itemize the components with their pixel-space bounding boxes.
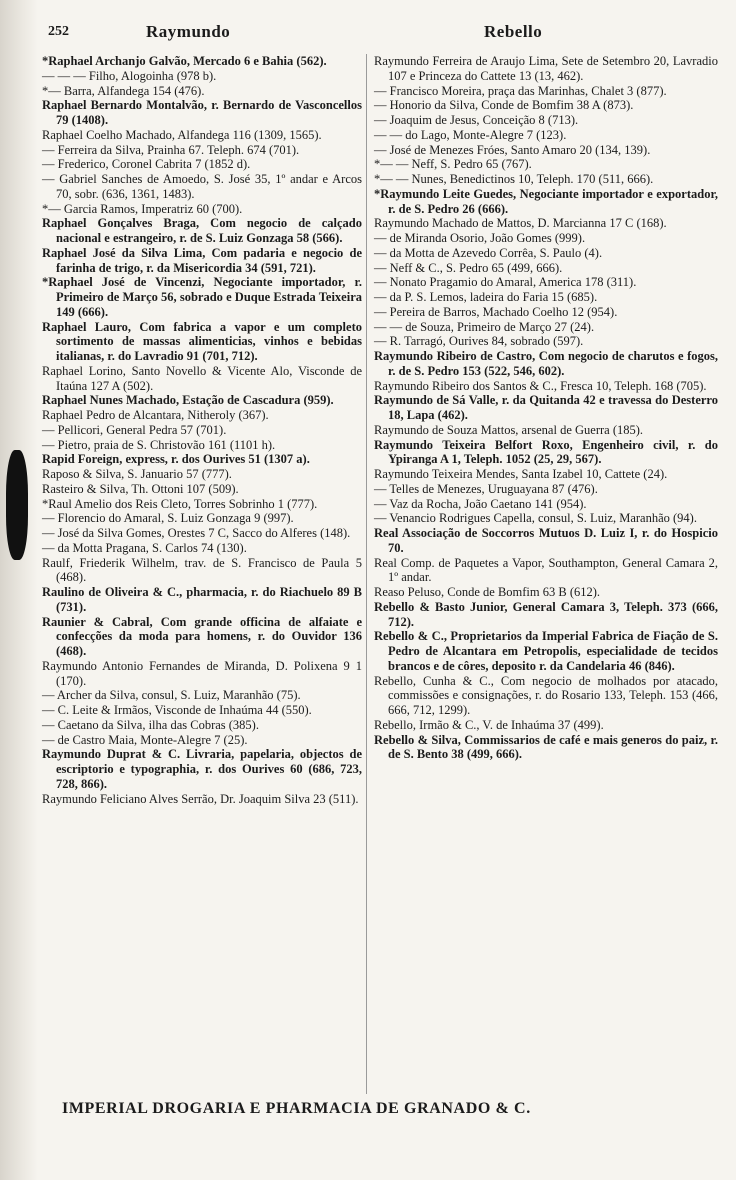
directory-entry: — Pellicori, General Pedra 57 (701). xyxy=(42,422,227,437)
ink-blot xyxy=(6,450,28,560)
directory-entry: — de Castro Maia, Monte-Alegre 7 (25). xyxy=(42,732,248,747)
directory-entry: — José de Menezes Fróes, Santo Amaro 20 (134, 139). xyxy=(374,142,651,157)
directory-entry: Rebello & Silva, Commissarios de café e mais generos do paiz, r. de S. Bento 38 (499, 666). xyxy=(374,732,718,762)
footer-advertisement: IMPERIAL DROGARIA E PHARMACIA DE GRANADO & C. xyxy=(62,1100,531,1117)
page-spine-shadow xyxy=(0,0,38,1180)
directory-entry: — Francisco Moreira, praça das Marinhas, Chalet 3 (877). xyxy=(374,83,667,98)
directory-entry: Rapid Foreign, express, r. dos Ourives 51 (1307 a). xyxy=(42,452,310,467)
directory-entry: — Neff & C., S. Pedro 65 (499, 666). xyxy=(374,260,563,275)
directory-entry: Rebello, Cunha & C., Com negocio de molhados por atacado, commissões e consignações, r. do Rosario 133, Teleph. 153 (466, 666, 712, 1299). xyxy=(374,673,718,717)
page-number: 252 xyxy=(48,24,69,39)
directory-entry: Raymundo de Sá Valle, r. da Quitanda 42 e travessa do Desterro 18, Lapa (462). xyxy=(374,393,718,422)
directory-entry: — Pietro, praia de S. Christovão 161 (1101 h). xyxy=(42,437,276,452)
directory-entry: — Pereira de Barros, Machado Coelho 12 (954). xyxy=(374,304,618,319)
directory-entry: — da P. S. Lemos, ladeira do Faria 15 (685). xyxy=(374,290,598,304)
directory-entry: *Raphael Archanjo Galvão, Mercado 6 e Bahia (562). xyxy=(42,54,327,68)
directory-entry: — Telles de Menezes, Uruguayana 87 (476). xyxy=(374,481,598,496)
directory-entry: Real Associação de Soccorros Mutuos D. Luiz I, r. do Hospicio 70. xyxy=(374,526,718,555)
directory-entry: — Ferreira da Silva, Prainha 67. Teleph. 674 (701). xyxy=(42,142,300,157)
directory-entry: — Vaz da Rocha, João Caetano 141 (954). xyxy=(374,496,587,511)
directory-entry: — da Motta de Azevedo Corrêa, S. Paulo (4). xyxy=(374,245,603,260)
directory-entry: Raymundo Teixeira Mendes, Santa Izabel 10, Cattete (24). xyxy=(374,467,668,481)
directory-entry: Raymundo de Souza Mattos, arsenal de Guerra (185). xyxy=(374,422,644,437)
directory-entry: Raphael Coelho Machado, Alfandega 116 (1309, 1565). xyxy=(42,127,322,142)
directory-entry: Raphael José da Silva Lima, Com padaria e negocio de farinha de trigo, r. da Misericordia 34 (591, 721). xyxy=(42,245,362,275)
directory-entry: — de Miranda Osorio, João Gomes (999). xyxy=(374,231,586,245)
directory-entry: Rebello & Basto Junior, General Camara 3, Teleph. 373 (666, 712). xyxy=(374,599,718,629)
directory-entry: — Archer da Silva, consul, S. Luiz, Maranhão (75). xyxy=(42,688,301,703)
directory-entry: Rasteiro & Silva, Th. Ottoni 107 (509). xyxy=(42,481,239,496)
directory-entry: — R. Tarragó, Ourives 84, sobrado (597). xyxy=(374,334,584,349)
left-column xyxy=(42,54,362,806)
directory-entry: *— — Neff, S. Pedro 65 (767). xyxy=(374,157,532,172)
directory-entry: Reaso Peluso, Conde de Bomfim 63 B (612). xyxy=(374,585,601,599)
directory-entry: *— Garcia Ramos, Imperatriz 60 (700). xyxy=(42,201,243,216)
directory-entry: Raphael Nunes Machado, Estação de Cascadura (959). xyxy=(42,393,334,408)
directory-entry: Raphael Lauro, Com fabrica a vapor e um completo sortimento de massas alimenticias, vinhos e bebidas italianas, r. do Lavradio 91 (701, 712). xyxy=(42,319,362,363)
directory-entry: — Florencio do Amaral, S. Luiz Gonzaga 9 (997). xyxy=(42,511,294,526)
directory-entry: *— — Nunes, Benedictinos 10, Teleph. 170 (511, 666). xyxy=(374,172,654,186)
directory-entry: — José da Silva Gomes, Orestes 7 C, Sacco do Alferes (148). xyxy=(42,526,351,540)
directory-entry: Raphael Gonçalves Braga, Com negocio de calçado nacional e estrangeiro, r. de S. Luiz Gonzaga 58 (566). xyxy=(42,216,362,245)
right-running-head: Rebello xyxy=(484,22,543,41)
directory-entry: Raymundo Duprat & C. Livraria, papelaria, objectos de escriptorio e typographia, r. dos Ourives 60 (686, 723, 728, 866). xyxy=(42,747,362,791)
directory-entry: — Venancio Rodrigues Capella, consul, S. Luiz, Maranhão (94). xyxy=(374,511,697,526)
directory-entry: *Raul Amelio dos Reis Cleto, Torres Sobrinho 1 (777). xyxy=(42,496,318,511)
directory-entry: — — de Souza, Primeiro de Março 27 (24). xyxy=(374,319,595,334)
directory-entry: Raymundo Feliciano Alves Serrão, Dr. Joaquim Silva 23 (511). xyxy=(42,791,359,806)
directory-entry: *Raphael José de Vincenzi, Negociante importador, r. Primeiro de Março 56, sobrado e Duque Estrada Teixeira 149 (666). xyxy=(42,275,362,319)
directory-entry: — Gabriel Sanches de Amoedo, S. José 35, 1º andar e Arcos 70, sobr. (636, 1361, 1483). xyxy=(42,172,362,201)
directory-entry: *— Barra, Alfandega 154 (476). xyxy=(42,83,205,98)
directory-entry: Raphael Bernardo Montalvão, r. Bernardo de Vasconcellos 79 (1408). xyxy=(42,98,362,127)
directory-entry: — Joaquim de Jesus, Conceição 8 (713). xyxy=(374,113,579,127)
directory-entry: Rebello & C., Proprietarios da Imperial Fabrica de Fiação de S. Pedro de Alcantara em Petropolis, especialidade de tecidos brancos e de côres, deposito r. da Candelaria 46 (846). xyxy=(374,629,718,673)
directory-entry: Raunier & Cabral, Com grande officina de alfaiate e confecções da moda para homens, r. do Ouvidor 136 (468). xyxy=(42,614,362,658)
directory-entry: Raulino de Oliveira & C., pharmacia, r. do Riachuelo 89 B (731). xyxy=(42,585,362,614)
column-divider xyxy=(366,54,367,1094)
directory-entry: Raphael Lorino, Santo Novello & Vicente Alo, Visconde de Itaúna 127 A (502). xyxy=(42,363,362,393)
directory-entry: — Nonato Pragamio do Amaral, America 178 (311). xyxy=(374,275,637,290)
directory-entry: — C. Leite & Irmãos, Visconde de Inhaúma 44 (550). xyxy=(42,703,312,717)
directory-entry: *Raymundo Leite Guedes, Negociante importador e exportador, r. de S. Pedro 26 (666). xyxy=(374,186,718,216)
directory-entry: — — do Lago, Monte-Alegre 7 (123). xyxy=(374,127,567,142)
directory-entry: Raulf, Friederik Wilhelm, trav. de S. Francisco de Paula 5 (468). xyxy=(42,555,362,585)
directory-entry: — — — Filho, Alogoinha (978 b). xyxy=(42,68,217,83)
directory-entry: Raymundo Ribeiro de Castro, Com negocio de charutos e fogos, r. de S. Pedro 153 (522, 546, 602). xyxy=(374,349,718,378)
directory-entry: — da Motta Pragana, S. Carlos 74 (130). xyxy=(42,540,247,555)
directory-entry: — Caetano da Silva, ilha das Cobras (385). xyxy=(42,717,259,732)
directory-entry: Raphael Pedro de Alcantara, Nitheroly (367). xyxy=(42,408,269,422)
directory-entry: Raymundo Ribeiro dos Santos & C., Fresca 10, Teleph. 168 (705). xyxy=(374,378,707,393)
page-header xyxy=(44,22,716,48)
directory-entry: Raymundo Ferreira de Araujo Lima, Sete de Setembro 20, Lavradio 107 e Princeza do Cattete 13 (13, 462). xyxy=(374,54,718,83)
right-column xyxy=(374,54,718,762)
left-running-head: Raymundo xyxy=(146,22,231,41)
directory-entry: Real Comp. de Paquetes a Vapor, Southampton, General Camara 2, 1º andar. xyxy=(374,555,718,585)
directory-entry: — Honorio da Silva, Conde de Bomfim 38 A (873). xyxy=(374,98,634,113)
directory-entry: Raymundo Machado de Mattos, D. Marcianna 17 C (168). xyxy=(374,216,667,231)
directory-entry: Raposo & Silva, S. Januario 57 (777). xyxy=(42,467,232,481)
directory-entry: Raymundo Antonio Fernandes de Miranda, D. Polixena 9 1 (170). xyxy=(42,658,362,688)
directory-entry: Raymundo Teixeira Belfort Roxo, Engenheiro civil, r. do Ypiranga A 1, Teleph. 1052 (25, 29, 567). xyxy=(374,437,718,467)
directory-entry: Rebello, Irmão & C., V. de Inhaúma 37 (499). xyxy=(374,717,604,732)
directory-entry: — Frederico, Coronel Cabrita 7 (1852 d). xyxy=(42,157,251,172)
